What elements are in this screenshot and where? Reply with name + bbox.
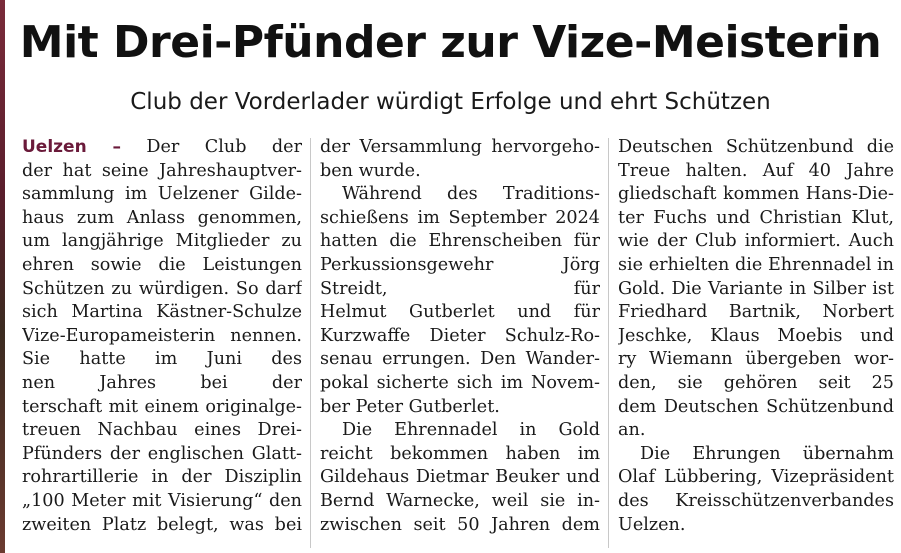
article-line: rohrartillerie in der Disziplin — [22, 467, 302, 488]
article-line: ry Wiemann übergeben wor- — [618, 349, 894, 370]
article-line: Bernd Warnecke, weil sie in- — [320, 490, 600, 511]
dateline: Uelzen – — [22, 137, 121, 157]
article-line: ber Peter Gutberlet. — [320, 396, 500, 417]
subheadline: Club der Vorderlader würdigt Erfolge und ehrt Schützen — [130, 89, 771, 115]
article-line: wie der Club informiert. Auch — [618, 231, 894, 252]
article-line: treuen Nachbau eines Drei- — [22, 420, 302, 441]
article-line: Uelzen. — [618, 514, 686, 535]
article-line: Friedhard Bartnik, Norbert — [618, 302, 894, 323]
article-line: Olaf Lübbering, Vizepräsident — [618, 467, 894, 488]
article-line: Schützen zu würdigen. So darf — [22, 278, 302, 299]
article-body — [0, 136, 901, 551]
article-line: Uelzen – Der Club der — [22, 137, 302, 157]
article-line: „100 Meter mit Visierung“ den — [22, 490, 302, 511]
article-line: an. — [618, 420, 646, 441]
article-line: ehren sowie die Leistungen — [22, 254, 302, 275]
article-line: sie erhielten die Ehrennadel in — [618, 254, 894, 275]
article-line: Helmut Gutberlet und für — [320, 302, 600, 323]
article-column-2 — [320, 136, 600, 551]
article-line: terschaft mit einem originalge- — [22, 396, 302, 417]
article-line: Die Ehrennadel in Gold — [342, 420, 600, 441]
article-line: zwischen seit 50 Jahren dem — [320, 514, 600, 535]
article-line: ter Fuchs und Christian Klut, — [618, 207, 894, 228]
article-line: um langjährige Mitglieder zu — [22, 231, 302, 252]
article-line: haus zum Anlass genommen, — [22, 207, 302, 228]
article-line: den, sie gehören seit 25 — [618, 372, 894, 393]
article-line: dem Deutschen Schützenbund — [618, 396, 894, 417]
article-line: Gold. Die Variante in Silber ist — [618, 278, 894, 299]
article-line: Die Ehrungen übernahm — [640, 443, 894, 464]
article-line: der Versammlung hervorgeho- — [320, 137, 600, 157]
article-line: des Kreisschützenverbandes — [618, 490, 894, 511]
article-line: Deutschen Schützenbund die — [618, 137, 894, 157]
article-line: Vize-Europameisterin nennen. — [22, 325, 302, 346]
article-line: Gildehaus Dietmar Beuker und — [320, 467, 600, 488]
article-line: pokal sicherte sich im Novem- — [320, 372, 600, 393]
article-line: sich Martina Kästner-Schulze — [22, 302, 302, 323]
article-line: gliedschaft kommen Hans-Die- — [618, 184, 894, 205]
article-column-3 — [618, 136, 894, 551]
article-line: hatten die Ehrenscheiben für — [320, 231, 600, 252]
article-line: nen Jahres bei der — [22, 372, 302, 393]
article-line: Sie hatte im Juni des — [22, 349, 302, 370]
article-line: zweiten Platz belegt, was bei — [22, 514, 302, 535]
article-line: reicht bekommen haben im — [320, 443, 600, 464]
column-divider — [608, 138, 609, 548]
article-line: ben wurde. — [320, 160, 421, 181]
headline: Mit Drei-Pfünder zur Vize-Meisterin — [19, 17, 882, 68]
article-line: Während des Traditions- — [342, 184, 600, 205]
article-line: Pfünders der englischen Glatt- — [22, 443, 302, 464]
article-line: der hat seine Jahreshauptver- — [22, 160, 302, 181]
article-line: Treue halten. Auf 40 Jahre — [618, 160, 894, 181]
column-divider — [310, 138, 311, 548]
article-line: sammlung im Uelzener Gilde- — [22, 184, 302, 205]
article-line: schießens im September 2024 — [320, 207, 600, 228]
article-line: Perkussionsgewehr Jörg — [320, 254, 600, 275]
article-line: Streidt, für — [320, 278, 600, 299]
article-line: senau errungen. Den Wander- — [320, 349, 600, 370]
article-column-1 — [22, 136, 302, 551]
article-line: Jeschke, Klaus Moebis und — [618, 325, 894, 346]
article-line: Kurzwaffe Dieter Schulz-Ro- — [320, 325, 600, 346]
